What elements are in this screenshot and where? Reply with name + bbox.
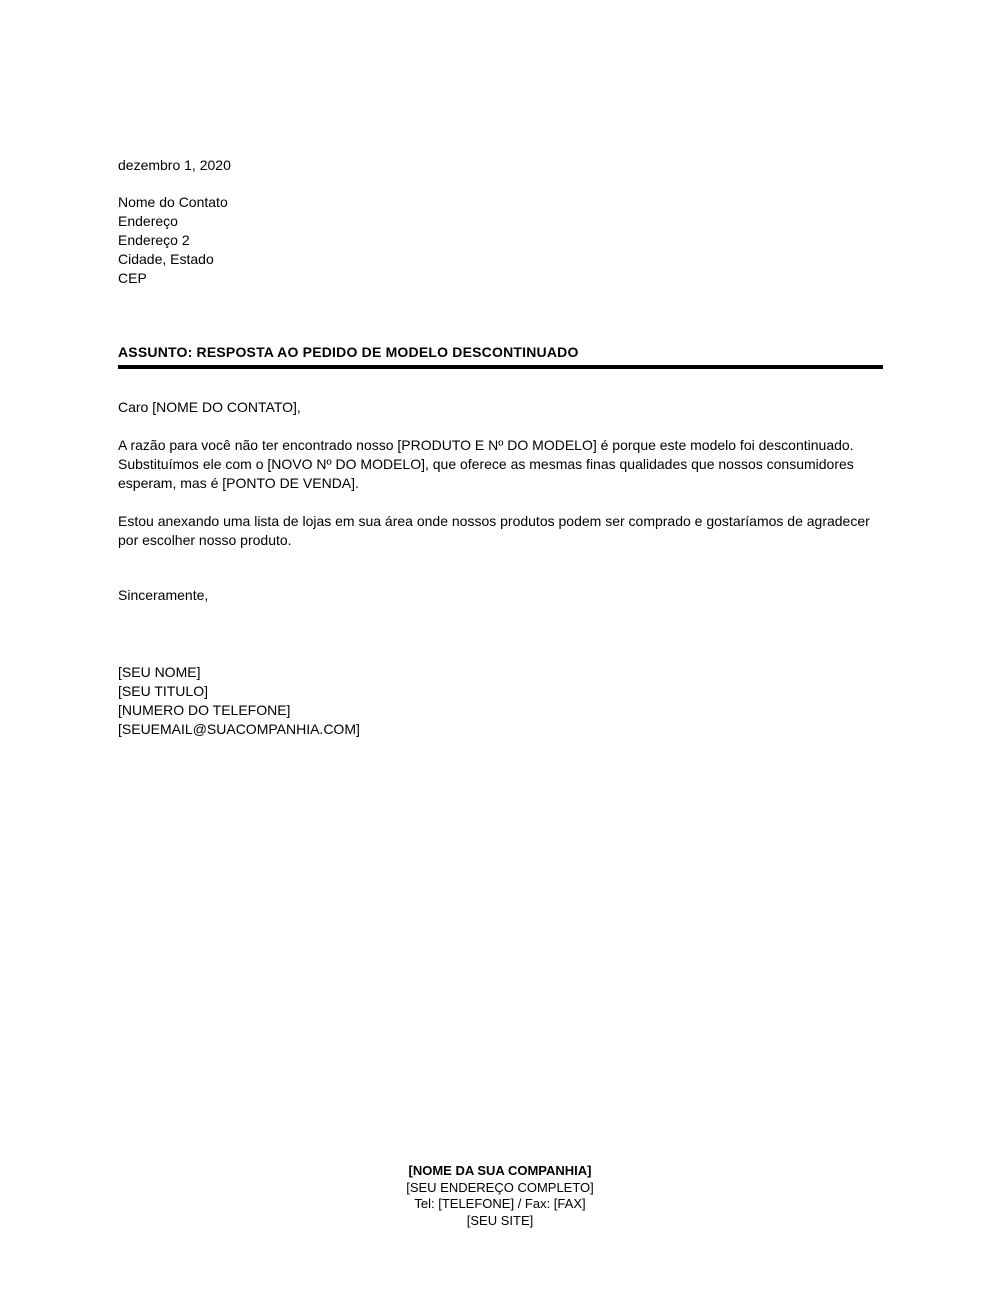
- closing-line: Sinceramente,: [118, 587, 209, 603]
- recipient-city-state: Cidade, Estado: [118, 251, 214, 267]
- subject-divider-rule: [118, 365, 883, 369]
- footer-company-address: [SEU ENDEREÇO COMPLETO]: [406, 1179, 594, 1195]
- footer-website: [SEU SITE]: [466, 1212, 534, 1228]
- signature-email: [SEUEMAIL@SUACOMPANHIA.COM]: [118, 721, 360, 737]
- letter-date: dezembro 1, 2020: [118, 157, 231, 173]
- signature-block: [118, 663, 883, 739]
- letter-body: [118, 156, 883, 739]
- company-footer: [0, 1163, 1000, 1229]
- body-paragraph-1: A razão para você não ter encontrado nosso [PRODUTO E Nº DO MODELO] é porque este modelo foi descontinuado. Substituímos ele com o [NOVO Nº DO MODELO], que oferece as mesmas finas qualidades que nossos consumidores esperam, mas é [PONTO DE VENDA].: [118, 437, 854, 491]
- recipient-name: Nome do Contato: [118, 194, 228, 210]
- recipient-address-block: [118, 193, 883, 288]
- salutation: Caro [NOME DO CONTATO],: [118, 399, 301, 415]
- body-paragraph-2: Estou anexando uma lista de lojas em sua área onde nossos produtos podem ser comprado e gostaríamos de agradecer por escolher nosso produto.: [118, 513, 870, 548]
- recipient-address-1: Endereço: [118, 213, 178, 229]
- signature-title: [SEU TITULO]: [118, 683, 208, 699]
- signature-name: [SEU NOME]: [118, 664, 201, 680]
- footer-tel-fax: Tel: [TELEFONE] / Fax: [FAX]: [414, 1196, 586, 1211]
- recipient-address-2: Endereço 2: [118, 232, 190, 248]
- footer-company-name: [NOME DA SUA COMPANHIA]: [408, 1163, 592, 1178]
- signature-phone: [NUMERO DO TELEFONE]: [118, 702, 291, 718]
- recipient-zip: CEP: [118, 270, 147, 286]
- subject-heading: ASSUNTO: RESPOSTA AO PEDIDO DE MODELO DESCONTINUADO: [118, 344, 579, 360]
